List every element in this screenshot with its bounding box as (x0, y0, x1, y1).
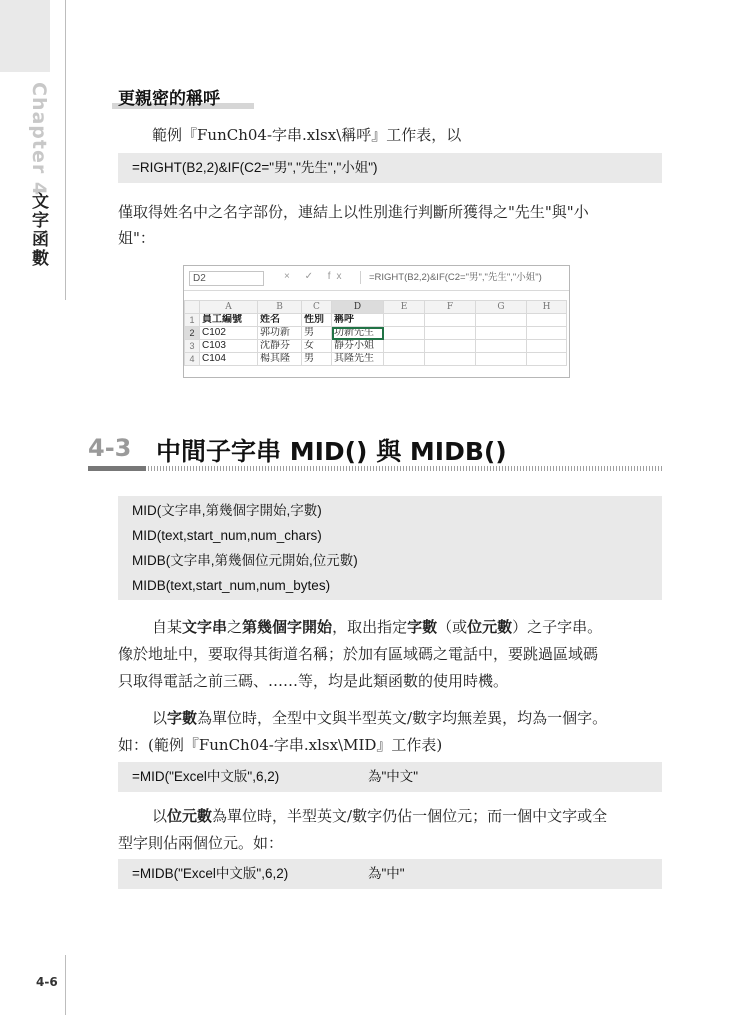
section-title: 中間子字串 MID() 與 MIDB() (156, 437, 507, 466)
paragraph-line: 只取得電話之前三碼、……等，均是此類函數的使用時機。 (118, 672, 509, 690)
example-row (132, 859, 662, 889)
description-line: 僅取得姓名中之名字部份，連結上以性別進行判斷所獲得之"先生"與"小 (118, 203, 589, 221)
syntax-block (118, 496, 662, 600)
text-run: 自某 (152, 618, 183, 636)
formula-bar (184, 266, 569, 291)
example-result: 為"中" (368, 866, 405, 881)
cell (425, 353, 476, 366)
cell: 其隆先生 (332, 353, 384, 366)
cell (527, 327, 567, 340)
cell (527, 353, 567, 366)
paragraph-usage (118, 614, 663, 695)
cell (527, 340, 567, 353)
paragraph-bytes (118, 803, 663, 857)
cell (476, 327, 527, 340)
syntax-line: MIDB(text,start_num,num_bytes) (132, 578, 331, 593)
column-header: F (425, 301, 476, 314)
syntax-line: MID(文字串,第幾個字開始,字數) (132, 503, 322, 518)
formula-bar-text: =RIGHT(B2,2)&IF(C2="男","先生","小姐") (360, 271, 574, 284)
paragraph-line: 如：(範例『FunCh04-字串.xlsx\MID』工作表) (118, 736, 443, 754)
sheet-grid (184, 300, 567, 366)
section-rule (88, 466, 662, 471)
cell (476, 314, 527, 327)
row-number: 2 (185, 327, 200, 340)
subheading: 更親密的稱呼 (118, 89, 220, 109)
bold-term: 文字串 (182, 618, 228, 636)
text-run: ）之子字串。 (512, 618, 603, 636)
example-block-midb (118, 859, 662, 889)
paragraph-line: 型字則佔兩個位元。如： (118, 834, 284, 852)
chapter-label: Chapter 4 (28, 82, 50, 197)
cell: 楊其隆 (258, 353, 302, 366)
formula-text: =RIGHT(B2,2)&IF(C2="男","先生","小姐") (132, 160, 378, 175)
chapter-title: 文字函數 (28, 192, 48, 268)
text-run: 之 (227, 618, 243, 636)
cell: 性別 (302, 314, 332, 327)
page-number: 4-6 (36, 975, 58, 989)
active-cell: 功新先生 (332, 327, 384, 340)
cell (384, 353, 425, 366)
paragraph-chars (118, 705, 663, 759)
cell (527, 314, 567, 327)
syntax-line: MIDB(文字串,第幾個位元開始,位元數) (132, 553, 358, 568)
column-header: E (384, 301, 425, 314)
text-run: 以 (152, 807, 168, 825)
cell (476, 353, 527, 366)
example-row (132, 762, 662, 792)
cell: C104 (200, 353, 258, 366)
column-header: H (527, 301, 567, 314)
example-block-mid (118, 762, 662, 792)
cell: 員工編號 (200, 314, 258, 327)
cell (476, 340, 527, 353)
intro-text: 範例『FunCh04-字串.xlsx\稱呼』工作表，以 (152, 126, 462, 144)
formula-icons: × ✓ fx (284, 271, 348, 282)
example-formula: =MIDB("Excel中文版",6,2) (132, 866, 289, 881)
section-number: 4-3 (88, 434, 132, 462)
column-header: D (332, 301, 384, 314)
bold-term: 位元數 (467, 618, 513, 636)
bold-term: 字數 (407, 618, 438, 636)
bold-term: 字數 (167, 709, 198, 727)
column-header: A (200, 301, 258, 314)
cell: 男 (302, 353, 332, 366)
cell: 郭功新 (258, 327, 302, 340)
paragraph-line (118, 803, 663, 830)
description-line: 姐"： (118, 229, 155, 247)
cell (425, 314, 476, 327)
text-run: ，取出指定 (332, 618, 408, 636)
row-number: 1 (185, 314, 200, 327)
name-box: D2 (189, 271, 264, 286)
syntax-line: MID(text,start_num,num_chars) (132, 528, 322, 543)
text-run: （或 (437, 618, 468, 636)
margin-rule (65, 0, 66, 300)
cell (384, 314, 425, 327)
example-formula: =MID("Excel中文版",6,2) (132, 769, 280, 784)
bold-term: 位元數 (167, 807, 213, 825)
cell: C102 (200, 327, 258, 340)
description-paragraph (118, 199, 663, 251)
cell (425, 327, 476, 340)
bold-term: 第幾個字開始 (242, 618, 333, 636)
row-number: 3 (185, 340, 200, 353)
column-header: G (476, 301, 527, 314)
intro-paragraph (118, 122, 663, 148)
row-number: 4 (185, 353, 200, 366)
cell: 女 (302, 340, 332, 353)
cell: 沈靜芬 (258, 340, 302, 353)
text-run: 以 (152, 709, 168, 727)
footer-rule (65, 955, 66, 1015)
corner-cell (185, 301, 200, 314)
paragraph-line (118, 705, 663, 732)
example-result: 為"中文" (368, 769, 419, 784)
text-run: 為單位時，半型英文/數字仍佔一個位元；而一個中文字或全 (212, 807, 608, 825)
spreadsheet-screenshot (183, 265, 570, 378)
cell: 稱呼 (332, 314, 384, 327)
cell (384, 327, 425, 340)
cell (425, 340, 476, 353)
cell: 男 (302, 327, 332, 340)
cell (384, 340, 425, 353)
formula-block (118, 153, 662, 183)
text-run: 為單位時，全型中文與半型英文/數字均無差異，均為一個字。 (197, 709, 608, 727)
cell: 姓名 (258, 314, 302, 327)
column-header: C (302, 301, 332, 314)
cell: 靜芬小姐 (332, 340, 384, 353)
paragraph-line: 像於地址中，要取得其街道名稱；於加有區域碼之電話中，要跳過區域碼 (118, 645, 599, 663)
chapter-tab (0, 0, 50, 72)
column-header: B (258, 301, 302, 314)
section-rule-accent (88, 466, 146, 471)
paragraph-line (118, 614, 663, 641)
cell: C103 (200, 340, 258, 353)
